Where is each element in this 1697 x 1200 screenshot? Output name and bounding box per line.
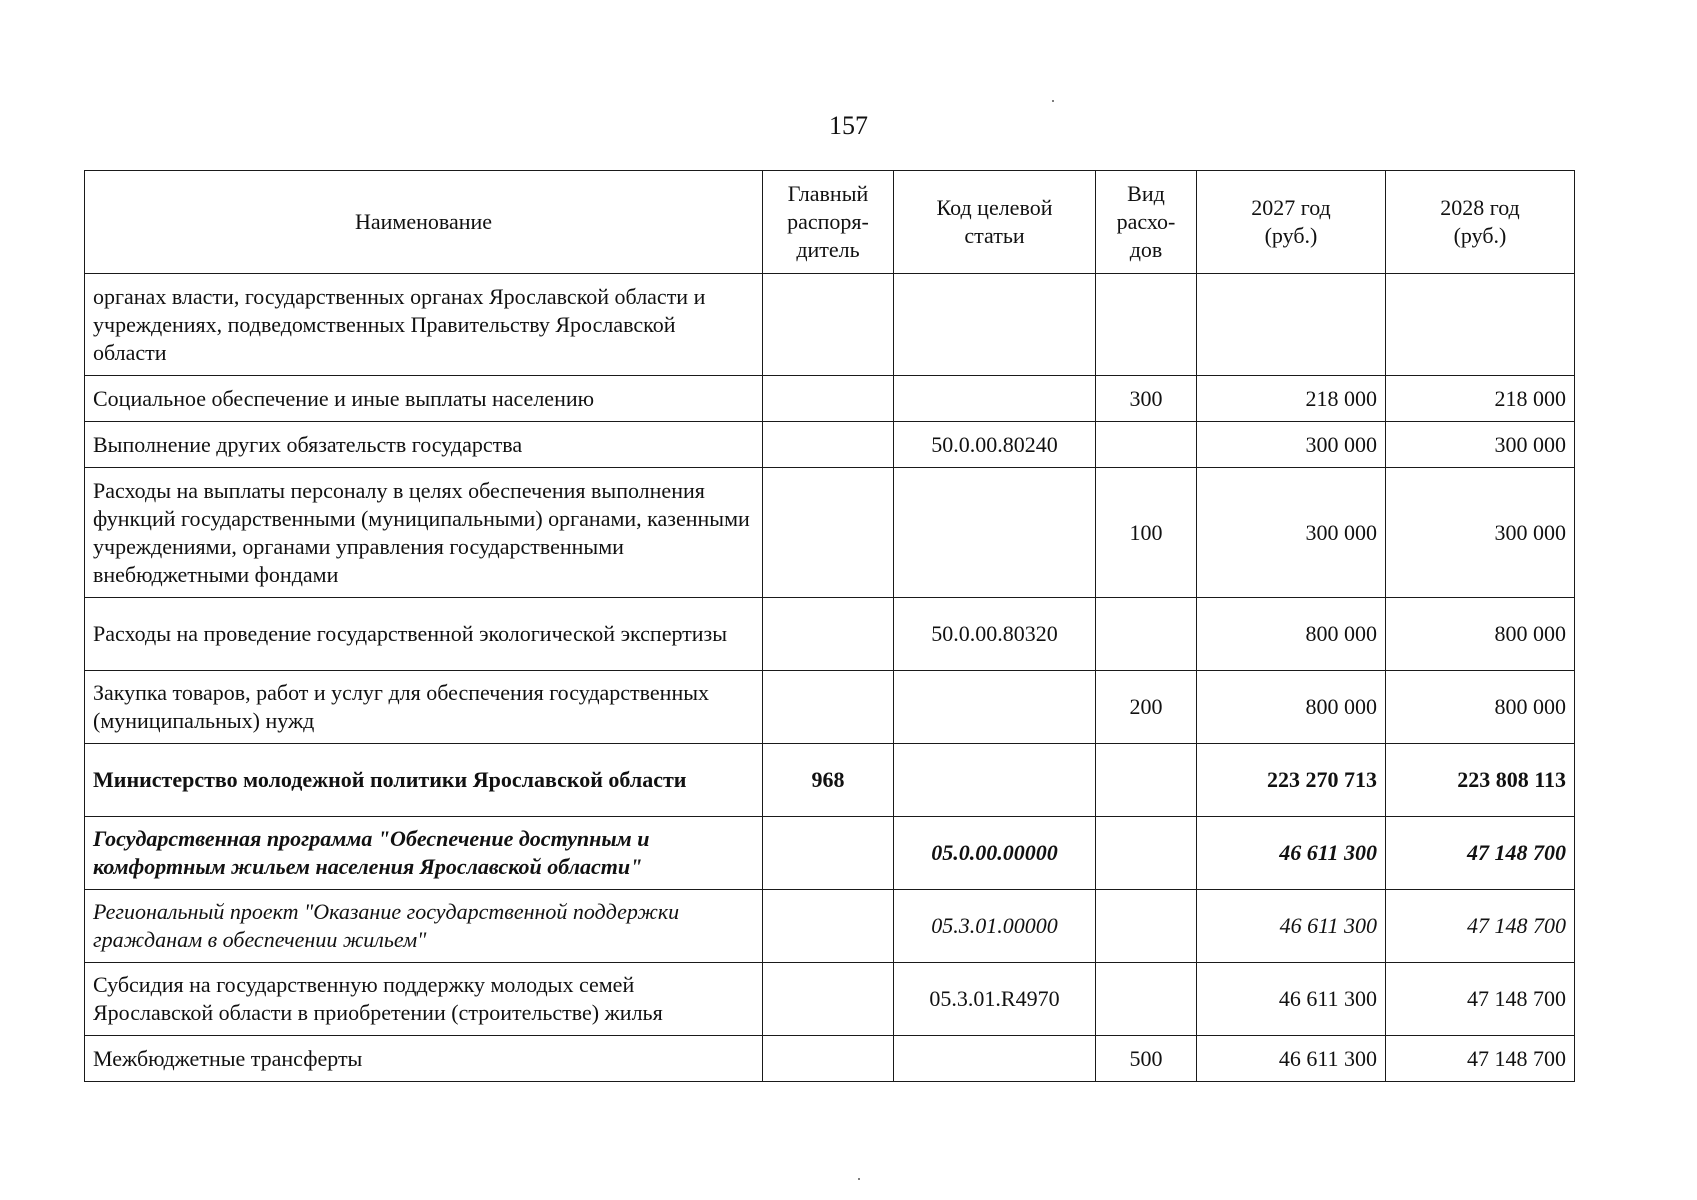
cell-amount-2027: 223 270 713 — [1197, 744, 1386, 817]
cell-amount-2027: 46 611 300 — [1197, 890, 1386, 963]
cell-expense-type — [1096, 890, 1197, 963]
budget-table — [84, 170, 1575, 1082]
cell-amount-2028: 800 000 — [1386, 598, 1575, 671]
cell-code: 05.3.01.R4970 — [894, 963, 1096, 1036]
header-code: Код целевой статьи — [894, 171, 1096, 274]
cell-amount-2027: 46 611 300 — [1197, 817, 1386, 890]
table-row — [85, 744, 1575, 817]
cell-name: Социальное обеспечение и иные выплаты населению — [85, 376, 763, 422]
cell-manager — [763, 890, 894, 963]
cell-manager — [763, 598, 894, 671]
cell-manager — [763, 274, 894, 376]
cell-name: Расходы на выплаты персоналу в целях обеспечения выполнения функций государственными (муниципальными) органами, казенными учреждениями, органами управления государственными внебюджетными фондами — [85, 468, 763, 598]
cell-amount-2028: 47 148 700 — [1386, 1036, 1575, 1082]
cell-amount-2027: 300 000 — [1197, 422, 1386, 468]
cell-amount-2028: 300 000 — [1386, 422, 1575, 468]
cell-expense-type — [1096, 422, 1197, 468]
cell-code: 50.0.00.80240 — [894, 422, 1096, 468]
table-row — [85, 274, 1575, 376]
cell-expense-type: 100 — [1096, 468, 1197, 598]
cell-expense-type — [1096, 598, 1197, 671]
header-2027: 2027 год (руб.) — [1197, 171, 1386, 274]
cell-amount-2028: 300 000 — [1386, 468, 1575, 598]
table-row — [85, 598, 1575, 671]
cell-amount-2027 — [1197, 274, 1386, 376]
cell-amount-2028: 47 148 700 — [1386, 817, 1575, 890]
cell-amount-2028: 800 000 — [1386, 671, 1575, 744]
table-row — [85, 890, 1575, 963]
cell-code — [894, 274, 1096, 376]
cell-amount-2028: 47 148 700 — [1386, 890, 1575, 963]
scan-speck — [858, 1178, 860, 1180]
cell-name: Межбюджетные трансферты — [85, 1036, 763, 1082]
table-row — [85, 422, 1575, 468]
table-row — [85, 671, 1575, 744]
cell-code: 05.0.00.00000 — [894, 817, 1096, 890]
cell-expense-type — [1096, 744, 1197, 817]
cell-code: 50.0.00.80320 — [894, 598, 1096, 671]
cell-manager — [763, 671, 894, 744]
cell-amount-2027: 300 000 — [1197, 468, 1386, 598]
cell-manager — [763, 817, 894, 890]
table-row — [85, 376, 1575, 422]
header-name: Наименование — [85, 171, 763, 274]
cell-code: 05.3.01.00000 — [894, 890, 1096, 963]
cell-amount-2027: 46 611 300 — [1197, 1036, 1386, 1082]
cell-name: Субсидия на государственную поддержку молодых семей Ярославской области в приобретении (строительстве) жилья — [85, 963, 763, 1036]
cell-amount-2028: 218 000 — [1386, 376, 1575, 422]
cell-amount-2028 — [1386, 274, 1575, 376]
cell-manager — [763, 468, 894, 598]
cell-expense-type — [1096, 963, 1197, 1036]
cell-code — [894, 671, 1096, 744]
cell-name: Министерство молодежной политики Ярославской области — [85, 744, 763, 817]
cell-amount-2027: 800 000 — [1197, 671, 1386, 744]
cell-code — [894, 468, 1096, 598]
header-manager: Главный распоря- дитель — [763, 171, 894, 274]
table-row — [85, 963, 1575, 1036]
cell-amount-2027: 46 611 300 — [1197, 963, 1386, 1036]
cell-name: Выполнение других обязательств государства — [85, 422, 763, 468]
scan-speck — [1052, 100, 1054, 102]
cell-manager — [763, 422, 894, 468]
cell-name: Закупка товаров, работ и услуг для обеспечения государственных (муниципальных) нужд — [85, 671, 763, 744]
page-number: 157 — [829, 111, 868, 140]
cell-expense-type — [1096, 274, 1197, 376]
cell-name: Расходы на проведение государственной экологической экспертизы — [85, 598, 763, 671]
cell-name: Региональный проект "Оказание государственной поддержки гражданам в обеспечении жильем" — [85, 890, 763, 963]
cell-expense-type: 500 — [1096, 1036, 1197, 1082]
cell-code — [894, 376, 1096, 422]
table-row — [85, 817, 1575, 890]
header-2028: 2028 год (руб.) — [1386, 171, 1575, 274]
cell-expense-type: 200 — [1096, 671, 1197, 744]
cell-manager — [763, 963, 894, 1036]
header-row — [85, 171, 1575, 274]
cell-name: органах власти, государственных органах Ярославской области и учреждениях, подведомственных Правительству Ярославской области — [85, 274, 763, 376]
cell-manager: 968 — [763, 744, 894, 817]
cell-amount-2027: 800 000 — [1197, 598, 1386, 671]
header-type: Вид расхо- дов — [1096, 171, 1197, 274]
table-body — [85, 274, 1575, 1082]
cell-amount-2027: 218 000 — [1197, 376, 1386, 422]
cell-amount-2028: 47 148 700 — [1386, 963, 1575, 1036]
table-row — [85, 1036, 1575, 1082]
cell-manager — [763, 1036, 894, 1082]
table-header — [85, 171, 1575, 274]
cell-manager — [763, 376, 894, 422]
cell-expense-type: 300 — [1096, 376, 1197, 422]
cell-code — [894, 744, 1096, 817]
cell-name: Государственная программа "Обеспечение доступным и комфортным жильем населения Ярославской области" — [85, 817, 763, 890]
cell-amount-2028: 223 808 113 — [1386, 744, 1575, 817]
table-row — [85, 468, 1575, 598]
cell-code — [894, 1036, 1096, 1082]
cell-expense-type — [1096, 817, 1197, 890]
